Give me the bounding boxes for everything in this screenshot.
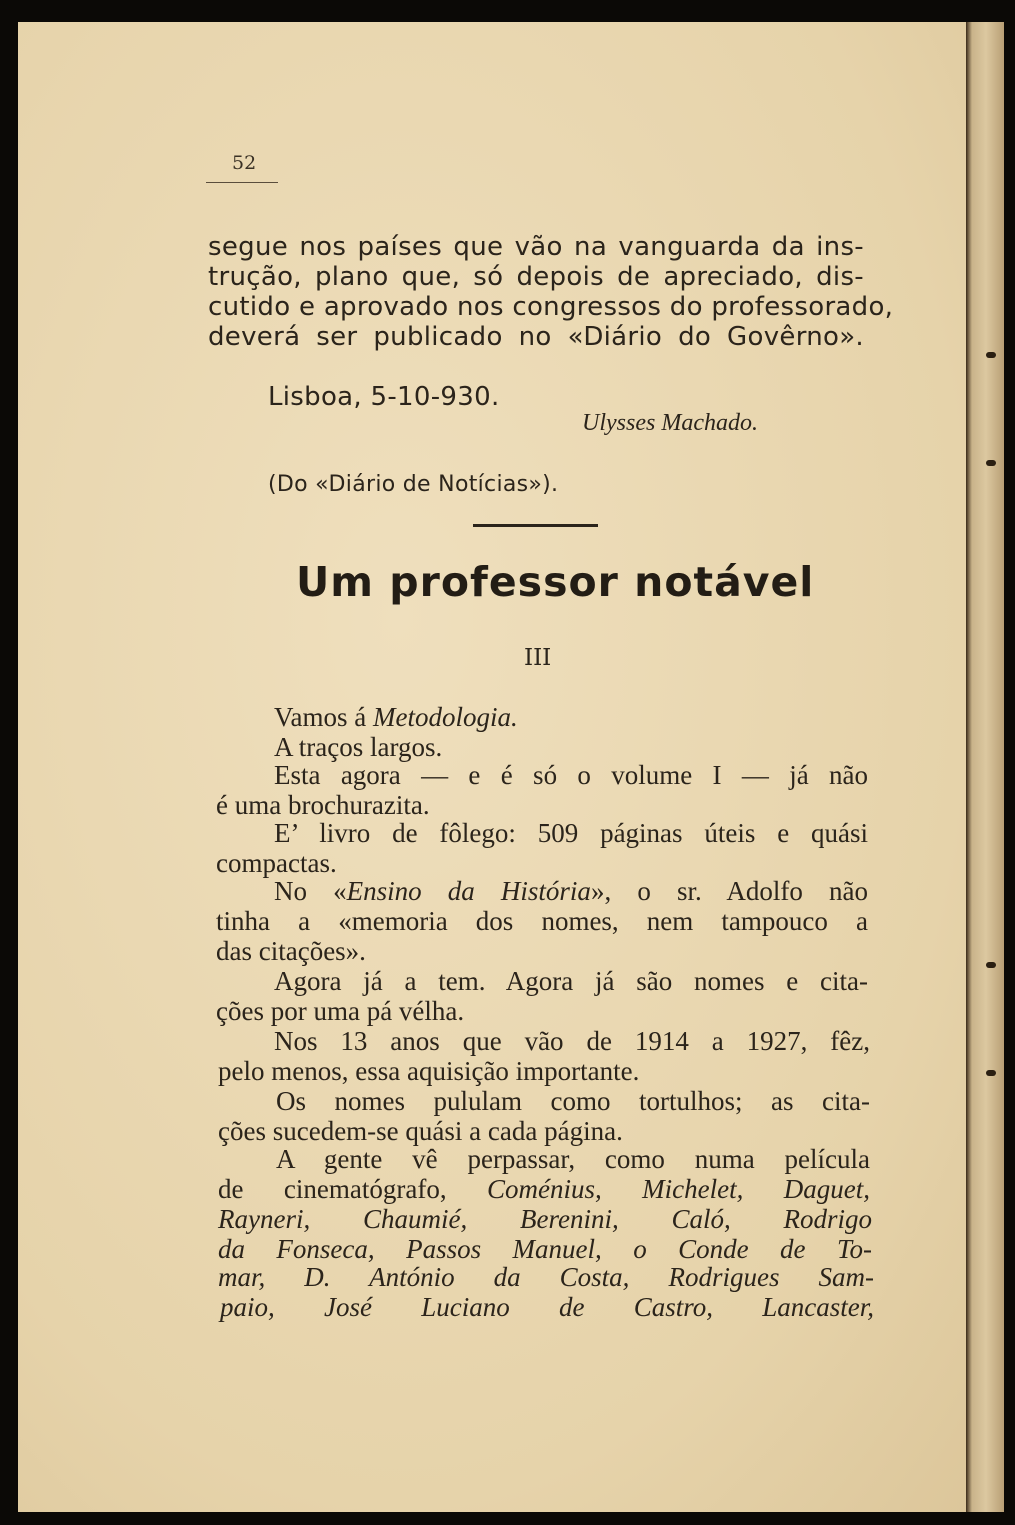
text-segment: Os nomes pululam como tortulhos; as cita- [276, 1086, 870, 1116]
text-segment: ções por uma pá vélha. [216, 996, 465, 1026]
section-divider [473, 524, 598, 527]
page-number: 52 [232, 152, 257, 174]
body-line [218, 1056, 639, 1087]
body-line [218, 1174, 870, 1205]
signature: Ulysses Machado. [582, 410, 758, 436]
body-line [276, 1144, 870, 1175]
text-segment: », o sr. Adolfo não [590, 876, 868, 906]
opening-line: segue nos países que vão na vanguarda da ins- [208, 232, 864, 262]
body-line [274, 760, 868, 791]
opening-line: deverá ser publicado no «Diário do Govêrno». [208, 322, 864, 352]
body-line [274, 732, 442, 763]
spine-mark [986, 1070, 996, 1076]
text-segment: No « [274, 876, 347, 906]
section-number: III [524, 645, 552, 671]
body-line [216, 790, 430, 821]
book-spine [966, 22, 1004, 1512]
italic-text: da Fonseca, Passos Manuel, o Conde de To- [218, 1234, 872, 1264]
text-segment: compactas. [216, 848, 337, 878]
text-segment: E’ livro de fôlego: 509 páginas úteis e quási [274, 818, 868, 848]
opening-line: trução, plano que, só depois de apreciado, dis- [208, 262, 864, 292]
body-line [216, 906, 868, 937]
text-segment: das citações». [216, 936, 366, 966]
text-segment: de cinematógrafo, [218, 1174, 487, 1204]
text-segment: A traços largos. [274, 732, 443, 762]
body-line [216, 848, 337, 879]
body-line [218, 1204, 872, 1235]
body-line [218, 1234, 872, 1265]
spine-mark [986, 962, 996, 968]
text-segment: é uma brochurazita. [216, 790, 430, 820]
spine-mark [986, 352, 996, 358]
section-title: Um professor notável [296, 558, 815, 606]
body-line [220, 1292, 874, 1323]
text-segment: pelo menos, essa aquisição importante. [218, 1056, 640, 1086]
spine-mark [986, 460, 996, 466]
text-segment: Agora já a tem. Agora já são nomes e cita- [274, 966, 868, 996]
text-segment: A gente vê perpassar, como numa película [276, 1144, 870, 1174]
text-segment: Esta agora — e é só o volume I — já não [274, 760, 868, 790]
body-line [276, 1086, 870, 1117]
italic-text: paio, José Luciano de Castro, Lancaster, [220, 1292, 874, 1322]
italic-text: Metodologia. [372, 702, 518, 732]
source-note: (Do «Diário de Notícias»). [268, 472, 559, 497]
body-line [218, 1262, 874, 1293]
page-number-rule [206, 182, 278, 183]
italic-text: Rayneri, Chaumié, Berenini, Caló, Rodrigo [218, 1204, 872, 1234]
italic-text: Coménius, Michelet, Daguet, [486, 1174, 870, 1204]
italic-text: Ensino da História [346, 876, 591, 906]
place-date: Lisboa, 5-10-930. [268, 382, 500, 412]
italic-text: mar, D. António da Costa, Rodrigues Sam- [218, 1262, 874, 1292]
body-line [216, 936, 366, 967]
text-segment: tinha a «memoria dos nomes, nem tampouco a [216, 906, 868, 936]
body-line [218, 1116, 623, 1147]
text-segment: Nos 13 anos que vão de 1914 a 1927, fêz, [274, 1026, 870, 1056]
opening-line: cutido e aprovado nos congressos do professorado, [208, 292, 894, 322]
body-line [274, 1026, 870, 1057]
text-segment: ções sucedem-se quási a cada página. [218, 1116, 623, 1146]
body-line [216, 996, 464, 1027]
body-line [274, 702, 518, 733]
body-line [274, 818, 868, 849]
body-line [274, 966, 868, 997]
body-line [274, 876, 868, 907]
text-segment: Vamos á [274, 702, 373, 732]
